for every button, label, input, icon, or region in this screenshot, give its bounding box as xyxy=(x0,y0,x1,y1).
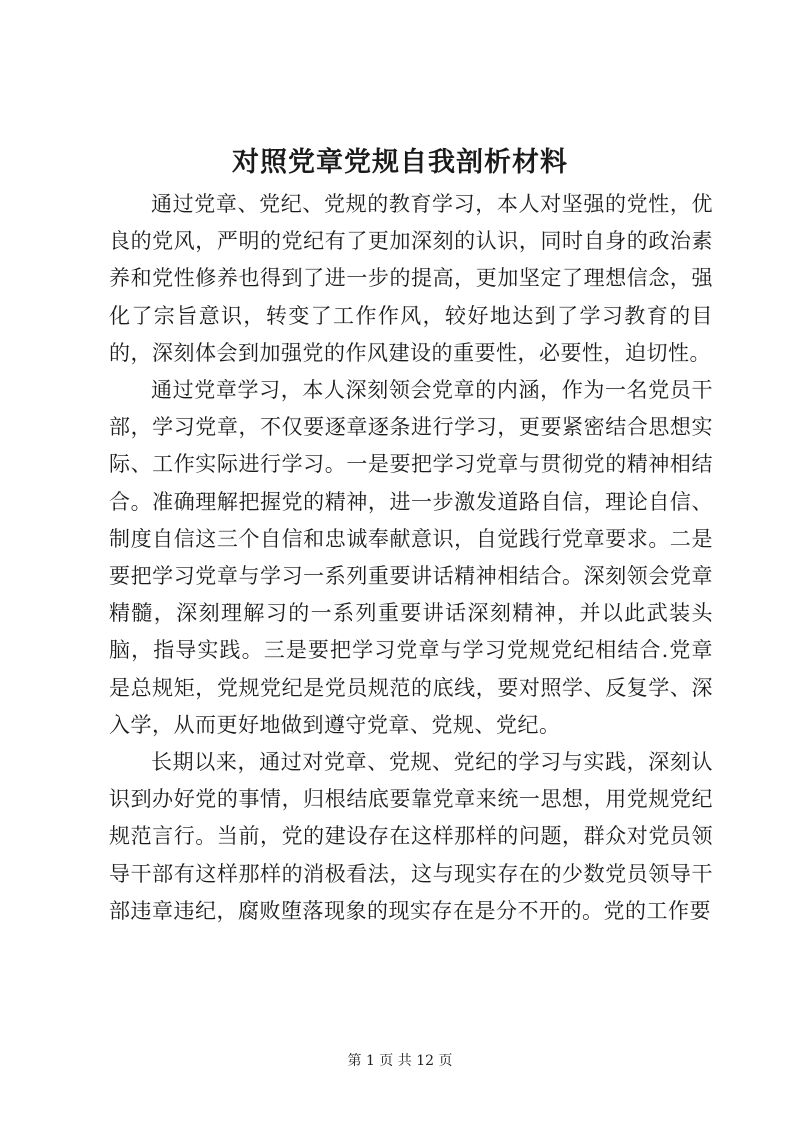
paragraph-2: 通过党章学习，本人深刻领会党章的内涵，作为一名党员干部，学习党章，不仅要逐章逐条进行学习，更要紧密结合思想实际、工作实际进行学习。一是要把学习党章与贯彻党的精神相结合。准确理解把握党的精神，进一步激发道路自信，理论自信、制度自信这三个自信和忠诚奉献意识，自觉践行党章要求。二是要把学习党章与学习一系列重要讲话精神相结合。深刻领会党章精髓，深刻理解习的一系列重要讲话深刻精神，并以此武装头脑，指导实践。三是要把学习党章与学习党规党纪相结合.党章是总规矩，党规党纪是党员规范的底线，要对照学、反复学、深入学，从而更好地做到遵守党章、党规、党纪。 xyxy=(109,378,713,737)
document-title: 对照党章党规自我剖析材料 xyxy=(232,147,568,178)
paragraph-1: 通过党章、党纪、党规的教育学习，本人对坚强的党性，优良的党风，严明的党纪有了更加深刻的认识，同时自身的政治素养和党性修养也得到了进一步的提高，更加坚定了理想信念，强化了宗旨意识，转变了工作作风，较好地达到了学习教育的目的，深刻体会到加强党的作风建设的重要性，必要性，迫切性。 xyxy=(109,192,713,365)
document-body xyxy=(109,186,713,930)
page-footer: 第 1 页 共 12 页 xyxy=(347,1053,453,1069)
paragraph-3: 长期以来，通过对党章、党规、党纪的学习与实践，深刻认识到办好党的事情，归根结底要靠党章来统一思想，用党规党纪规范言行。当前，党的建设存在这样那样的问题，群众对党员领导干部有这样那样的消极看法，这与现实存在的少数党员领导干部违章违纪，腐败堕落现象的现实存在是分不开的。党的工作要 xyxy=(109,750,713,923)
